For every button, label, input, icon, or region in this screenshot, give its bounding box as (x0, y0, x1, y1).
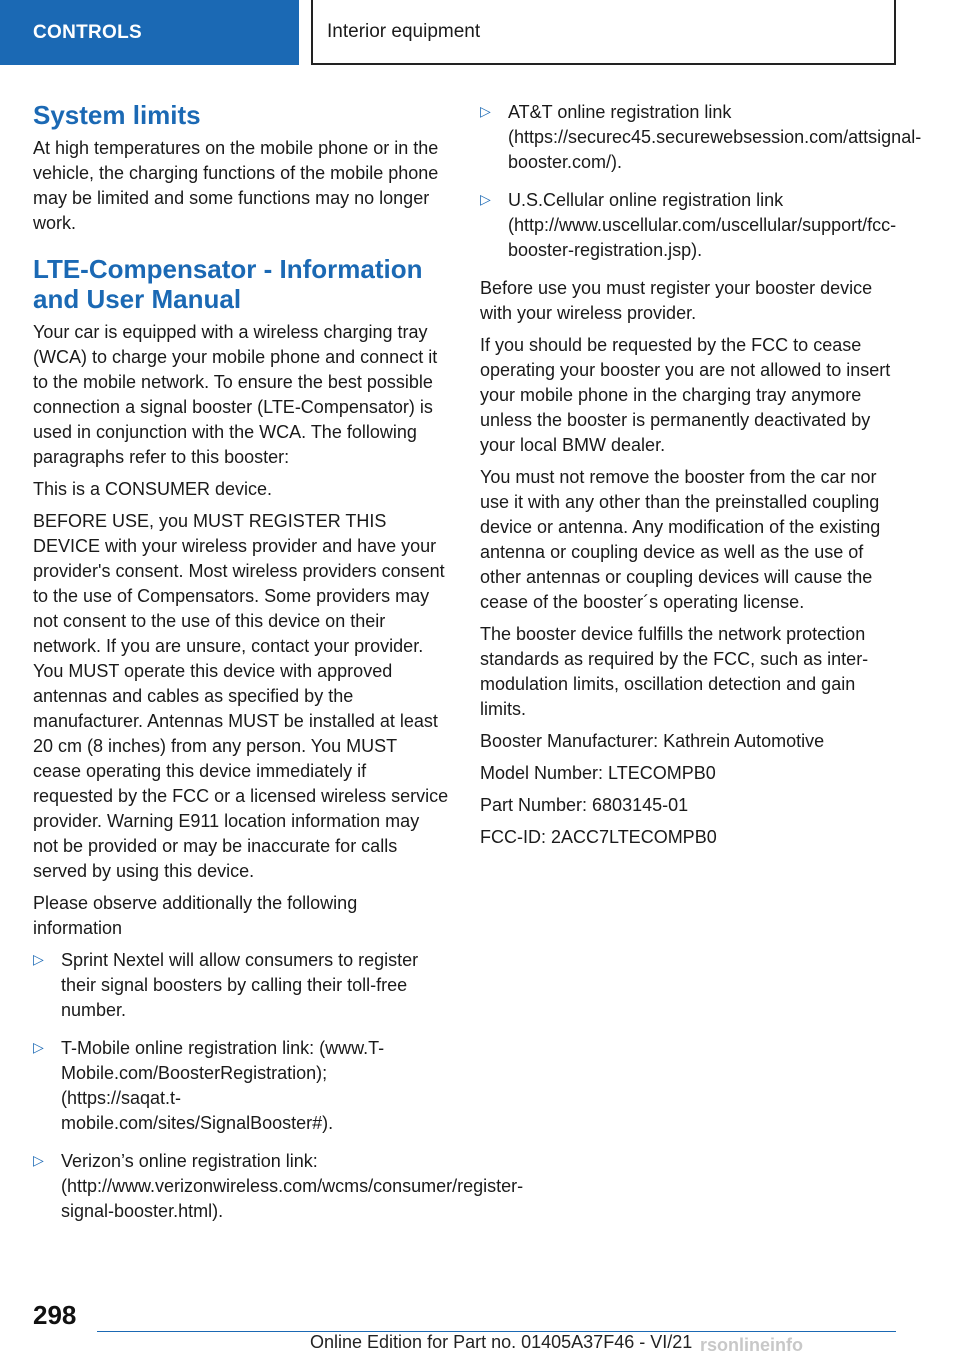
list-item-text: U.S.Cellular online registration link (http://www.uscellular.com/uscellular/support/fcc-booster-registration.jsp). (508, 190, 897, 260)
paragraph: At high temperatures on the mobile phone or in the vehicle, the charging functions of the mobile phone may be limited and some functions may no longer work. (33, 138, 439, 233)
triangle-right-outline-icon: ▷ (33, 1039, 44, 1055)
paragraph: Please observe additionally the following information (33, 893, 358, 938)
section-tab (0, 0, 299, 65)
paragraph: BEFORE USE, you MUST REGISTER THIS DEVICE with your wireless provider and have your provider's consent. Most wireless providers consent to the use of Compensators. Some providers may not consent to the use of this device on their network. If you are unsure, contact your provider. You MUST operate this device with approved antennas and cables as specified by the manufacturer. Antennas MUST be installed at least 20 cm (8 inches) from any person. You MUST cease operating this device immediately if requested by the FCC or a licensed wireless service provider. Warning E911 location information may not be provided or may be inaccurate for calls served by using this device. (33, 511, 449, 881)
heading-lte-compensator: LTE-Compensator - Information and User Manual (33, 254, 423, 314)
triangle-right-outline-icon: ▷ (33, 1152, 44, 1168)
left-column (33, 100, 524, 1237)
watermark: rsonlineinfo (700, 1335, 803, 1355)
paragraph: Your car is equipped with a wireless charging tray (WCA) to charge your mobile phone and connect it to the mobile network. To ensure the best possible connection a signal booster (LTE-Compensator) is used in conjunction with the WCA. The following paragraphs refer to this booster: (33, 322, 438, 467)
paragraph: The booster device fulfills the network protection standards as required by the FCC, such as inter-modulation limits, oscillation detection and gain limits. (480, 624, 869, 719)
list-item (33, 948, 449, 1023)
heading-system-limits: System limits (33, 100, 201, 130)
paragraph: Part Number: 6803145-01 (480, 795, 689, 815)
list-item-text: Sprint Nextel will allow consumers to register their signal boosters by calling their toll-free number. (61, 950, 419, 1020)
bullet-list (480, 100, 922, 263)
triangle-right-outline-icon: ▷ (480, 191, 491, 207)
list-item (33, 1149, 524, 1224)
chapter-title: Interior equipment (327, 20, 481, 42)
right-column (480, 100, 922, 857)
bullet-list (33, 948, 524, 1224)
list-item (33, 1036, 449, 1136)
list-item (480, 188, 896, 263)
paragraph: FCC-ID: 2ACC7LTECOMPB0 (480, 827, 717, 847)
list-item (480, 100, 922, 175)
triangle-right-outline-icon: ▷ (480, 103, 491, 119)
paragraph: Booster Manufacturer: Kathrein Automotive (480, 731, 825, 751)
chapter-header (311, 0, 896, 65)
paragraph: Before use you must register your booster device with your wireless provider. (480, 278, 873, 323)
paragraph: Model Number: LTECOMPB0 (480, 763, 716, 783)
section-title: CONTROLS (33, 21, 143, 43)
paragraph: This is a CONSUMER device. (33, 479, 273, 499)
page-number: 298 (33, 1300, 77, 1330)
list-item-text: Verizon’s online registration link: (http://www.verizonwireless.com/wcms/consumer/register-signal-booster.html). (61, 1151, 524, 1221)
edition-note: Online Edition for Part no. 01405A37F46 - VI/21 (310, 1332, 693, 1352)
paragraph: You must not remove the booster from the car nor use it with any other than the preinstalled coupling device or antenna. Any modification of the existing antenna or coupling device as well as the use of other antennas or coupling devices will cause the cease of the booster´s operating license. (480, 467, 881, 612)
list-item-text: T-Mobile online registration link: (www.T-Mobile.com/BoosterRegistration); (https://saqat.t-mobile.com/sites/SignalBooster#). (61, 1038, 385, 1133)
paragraph: If you should be requested by the FCC to cease operating your booster you are not allowed to insert your mobile phone in the charging tray anymore unless the booster is permanently deactivated by your local BMW dealer. (480, 335, 891, 455)
triangle-right-outline-icon: ▷ (33, 951, 44, 967)
list-item-text: AT&T online registration link (https://securec45.securewebsession.com/attsignal-booster.com/). (508, 102, 922, 172)
